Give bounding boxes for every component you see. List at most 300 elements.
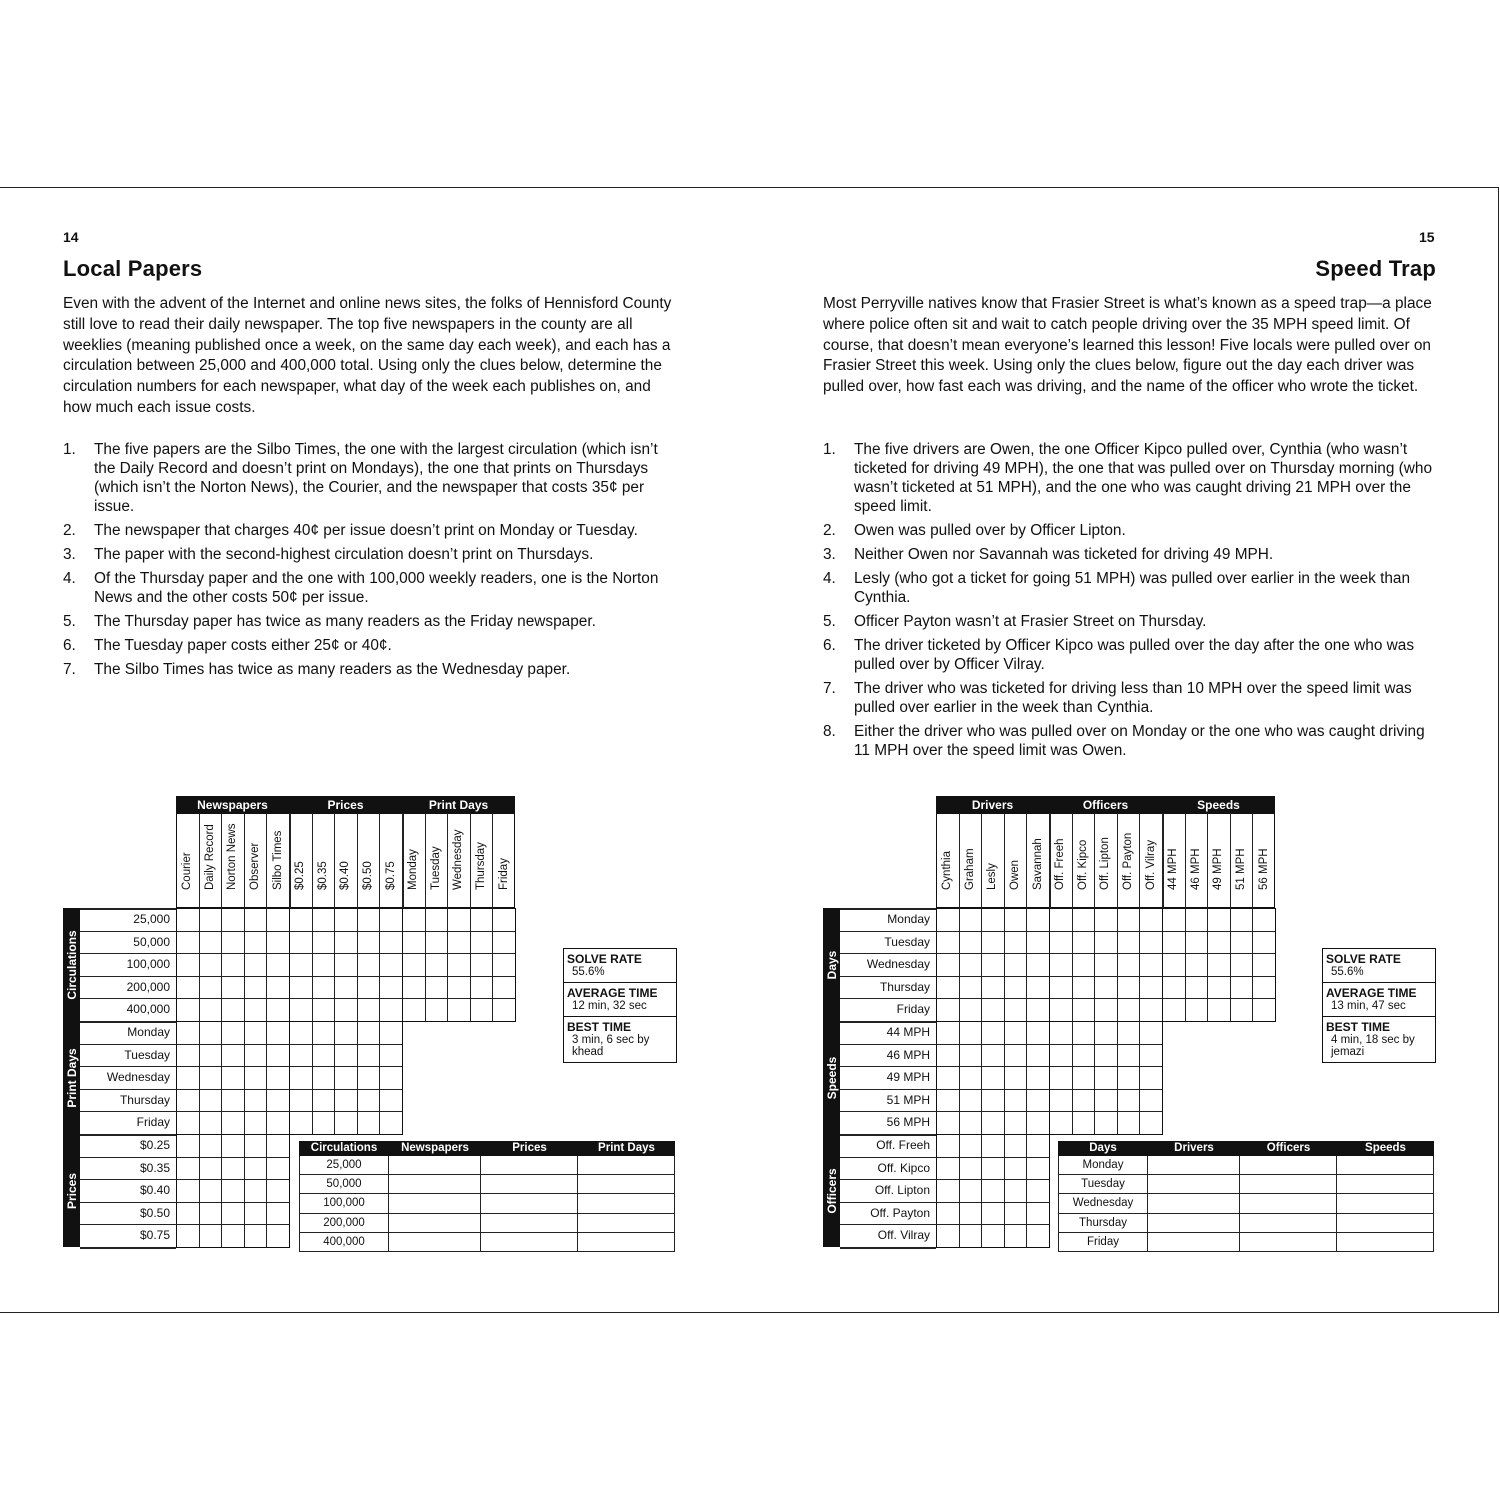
cell-line [1004,1134,1005,1247]
column-group-header: Officers [1049,796,1162,813]
row-divider [840,931,936,932]
cell-line [492,908,493,1021]
cell-line [402,953,515,954]
cell-line [936,1089,1049,1090]
cell-line [1117,908,1118,1021]
column-divider [1094,813,1095,908]
column-divider [1026,813,1027,908]
stat-label: SOLVE RATE [1326,952,1401,966]
answer-cell [1240,1233,1337,1251]
cell-line [1117,1021,1118,1134]
grid-block [936,908,1050,1022]
clue-item [823,612,1435,631]
cell-line [1072,1021,1073,1134]
cell-line [1139,908,1140,1021]
cell-line [176,1202,289,1203]
stat-label: AVERAGE TIME [1326,986,1417,1000]
stat-value: 4 min, 18 sec by jemazi [1331,1034,1415,1058]
cell-line [221,1134,222,1247]
column-label-text: Off. Vilray [1144,839,1157,890]
clue-number: 4. [63,570,76,587]
answer-cell [389,1156,481,1174]
right-intro: Most Perryville natives know that Frasier Street is what’s known as a speed trap—a place where police often sit and wait to catch people driving over the 35 MPH speed limit. Of course, that doesn’t mean everyone’s learned this lesson! Five locals were pulled over on Frasier Street this week. Using only the clues below, figure out the day each driver was pulled over, how fast each was driving, and the name of the officer who wrote the ticket. [823,295,1432,396]
answer-cell [1148,1156,1240,1174]
cell-line [1072,908,1073,1021]
answer-cell [1240,1214,1337,1232]
answer-cell: 400,000 [300,1233,389,1251]
row-divider [840,1111,936,1112]
row-divider [840,1021,936,1023]
row-label: 56 MPH [886,1115,930,1130]
column-divider [379,813,380,908]
row-divider [840,1044,936,1045]
cell-line [176,953,289,954]
row-divider [80,1044,176,1045]
cell-line [221,908,222,1021]
cell-line [244,1021,245,1134]
column-label-text: $0.75 [384,861,397,890]
clue-item [823,679,1435,717]
answer-table-header [299,1141,675,1156]
answer-cell: 25,000 [300,1156,389,1174]
cell-line [1049,1089,1162,1090]
row-divider [80,908,176,910]
clue-number: 5. [63,613,76,630]
column-label-text: Daily Record [203,824,216,890]
row-divider [840,1179,936,1180]
grid-block [289,1021,403,1135]
answer-cell [1240,1175,1337,1193]
clue-item [823,440,1435,516]
answer-header-cell: Prices [512,1142,547,1154]
grid-block [936,1134,1050,1248]
answer-cell [1148,1214,1240,1232]
clue-text: Either the driver who was pulled over on Monday or the one who was caught driving 11 MPH over the speed limit was Owen. [854,723,1425,759]
cell-line [1026,908,1027,1021]
row-label: 400,000 [126,1002,170,1017]
answer-header-cell: Days [1089,1142,1117,1154]
cell-line [1049,931,1162,932]
cell-line [1162,953,1275,954]
cell-line [402,998,515,999]
answer-cell [1148,1175,1240,1193]
row-label: Monday [127,1025,170,1039]
row-divider [80,1247,176,1249]
cell-line [981,1134,982,1247]
answer-cell [389,1214,481,1232]
row-label: Tuesday [124,1047,170,1062]
row-label: 46 MPH [886,1047,930,1062]
column-divider [1230,813,1231,908]
cell-line [1049,998,1162,999]
row-label: $0.35 [139,1160,170,1175]
left-answer-table [299,1141,675,1252]
clue-text: The driver ticketed by Officer Kipco was pulled over the day after the one who was pulled over by Officer Vilray. [854,637,1415,673]
cell-line [199,908,200,1021]
cell-line [289,931,402,932]
cell-line [357,908,358,1021]
answer-table-row [1058,1214,1434,1233]
row-group-label: Prices [64,1172,79,1209]
cell-line [959,1134,960,1247]
grid-block [176,908,290,1022]
clue-item [823,521,1435,540]
cell-line [981,908,982,1021]
column-group-header: Print Days [402,796,515,813]
clue-item [823,636,1435,674]
answer-cell: Wednesday [1059,1194,1148,1212]
cell-line [176,1089,289,1090]
right-page-number: 15 [1419,229,1435,245]
cell-line [936,998,1049,999]
column-label-text: 49 MPH [1212,848,1225,890]
column-group-header: Speeds [1162,796,1275,813]
cell-line [379,1021,380,1134]
answer-cell [578,1175,675,1193]
answer-table-row [299,1156,675,1175]
row-divider [80,1179,176,1180]
cell-line [1049,1044,1162,1045]
row-label: Off. Vilray [877,1228,930,1243]
column-header-frame [176,813,515,908]
column-divider [1252,813,1253,908]
answer-cell [1337,1233,1434,1251]
cell-line [981,1021,982,1134]
answer-cell [389,1233,481,1251]
answer-cell [1337,1214,1434,1232]
grid-block [1162,908,1276,1022]
column-label-text: Savannah [1031,838,1044,890]
column-label-text: Off. Kipco [1076,839,1089,890]
answer-cell [578,1214,675,1232]
grid-block [176,1134,290,1248]
column-label-text: 56 MPH [1257,848,1270,890]
cell-line [244,1134,245,1247]
cell-line [266,1134,267,1247]
stat-label: BEST TIME [1326,1020,1391,1034]
column-divider [981,813,982,908]
cell-line [402,931,515,932]
cell-line [312,908,313,1021]
clue-text: Owen was pulled over by Officer Lipton. [854,522,1126,539]
cell-line [1162,976,1275,977]
row-label: Monday [887,912,930,926]
stat-value: 55.6% [572,966,605,978]
row-divider [840,1134,936,1136]
cell-line [176,998,289,999]
cell-line [176,1224,289,1225]
column-divider [1004,813,1005,908]
row-divider [80,1202,176,1203]
answer-cell [389,1194,481,1212]
row-label: Off. Payton [870,1205,930,1220]
cell-line [289,953,402,954]
row-divider [80,1224,176,1225]
column-label-text: Friday [497,858,510,890]
answer-table-row [299,1194,675,1213]
column-label-text: Wednesday [452,829,465,890]
cell-line [289,1089,402,1090]
column-divider [402,813,404,908]
cell-line [266,1021,267,1134]
answer-header-cell: Newspapers [401,1142,469,1154]
left-intro: Even with the advent of the Internet and online news sites, the folks of Hennisford County still love to read their daily newspaper. The top five newspapers in the county are all weeklies (meaning published once a week, on the same day each week), and each has a circulation between 25,000 and 400,000 total. Using only the clues below, determine the circulation numbers for each newspaper, what day of the week each publishes on, and how much each issue costs. [63,295,672,416]
cell-line [936,1044,1049,1045]
column-divider [312,813,313,908]
clue-item [63,521,675,540]
clue-item [63,612,675,631]
cell-line [470,908,471,1021]
row-divider [840,908,936,910]
cell-line [1049,976,1162,977]
left-page-number: 14 [63,229,79,245]
clue-number: 6. [63,637,76,654]
cell-line [425,908,426,1021]
clue-item [823,569,1435,607]
row-divider [80,1157,176,1158]
column-label-text: Lesly [986,863,999,890]
cell-line [221,1021,222,1134]
answer-table-row [299,1214,675,1233]
cell-line [959,908,960,1021]
cell-line [1004,1021,1005,1134]
column-divider [221,813,222,908]
answer-table-header [1058,1141,1434,1156]
right-puzzle-title: Speed Trap [1315,256,1436,281]
cell-line [1162,931,1275,932]
column-label-text: Graham [963,848,976,890]
cell-line [176,1066,289,1067]
answer-table-row [1058,1194,1434,1213]
cell-line [936,1157,1049,1158]
grid-block [1049,908,1163,1022]
clue-number: 4. [823,570,836,587]
clue-number: 7. [63,661,76,678]
answer-cell [578,1233,675,1251]
answer-cell [481,1194,578,1212]
row-label: Thursday [119,1092,170,1107]
answer-cell [481,1156,578,1174]
stat-label: BEST TIME [567,1020,632,1034]
row-divider [840,998,936,999]
row-label: Friday [136,1115,170,1130]
clue-item [823,722,1435,760]
column-label-text: $0.35 [316,861,329,890]
answer-cell [481,1214,578,1232]
grid-block [402,908,516,1022]
column-divider [1139,813,1140,908]
column-divider [447,813,448,908]
grid-block [1049,1021,1163,1135]
right-stats-box [1322,948,1436,1063]
column-divider [357,813,358,908]
answer-cell: 200,000 [300,1214,389,1232]
answer-table-row [1058,1156,1434,1175]
row-label: Tuesday [884,934,930,949]
clue-item [63,660,675,679]
cell-line [936,1224,1049,1225]
row-divider [840,976,936,977]
right-clues [823,440,1435,765]
clue-text: The Silbo Times has twice as many readers as the Wednesday paper. [94,661,571,678]
cell-line [289,998,402,999]
answer-cell [1148,1233,1240,1251]
answer-cell: Friday [1059,1233,1148,1251]
row-group-header [63,1021,80,1134]
column-divider [244,813,245,908]
clue-text: Of the Thursday paper and the one with 100,000 weekly readers, one is the Norton News and the other costs 50¢ per issue. [94,570,659,606]
answer-header-cell: Speeds [1365,1142,1406,1154]
cell-line [936,1179,1049,1180]
column-label-text: Courier [181,852,194,890]
stat-value: 3 min, 6 sec by khead [572,1034,650,1058]
column-label-text: Monday [407,849,420,890]
row-divider [840,1089,936,1090]
answer-header-cell: Circulations [310,1142,378,1154]
column-group-header: Newspapers [176,796,289,813]
left-stats-box [563,948,677,1063]
cell-line [1185,908,1186,1021]
stat-item [564,1017,676,1062]
answer-cell [1337,1156,1434,1174]
column-divider [1049,813,1051,908]
column-divider [199,813,200,908]
cell-line [176,1111,289,1112]
column-header-frame [936,813,1275,908]
clue-text: The five papers are the Silbo Times, the one with the largest circulation (which isn’t the Daily Record and doesn’t print on Mondays), the one that prints on Thursdays (which isn’t the Norton News), the Courier, and the newspaper that costs 35¢ per issue. [94,441,658,515]
cell-line [936,976,1049,977]
row-label: 200,000 [126,979,170,994]
row-label: Wednesday [866,957,930,972]
row-divider [80,1111,176,1112]
cell-line [379,908,380,1021]
column-label-text: Tuesday [429,846,442,890]
column-divider [470,813,471,908]
row-divider [840,1224,936,1225]
clue-text: Lesly (who got a ticket for going 51 MPH) was pulled over earlier in the week than Cynthia. [854,570,1411,606]
row-label: Off. Lipton [874,1183,930,1198]
row-group-header [63,908,80,1021]
column-divider [1072,813,1073,908]
clue-number: 2. [823,522,836,539]
column-label-text: Cynthia [941,851,954,890]
clue-item [63,545,675,564]
answer-table-row [299,1175,675,1194]
row-divider [840,1157,936,1158]
answer-cell [578,1156,675,1174]
cell-line [1252,908,1253,1021]
left-puzzle-title: Local Papers [63,256,203,281]
left-clues [63,440,675,684]
row-group-label: Circulations [64,929,79,1000]
column-label-text: Off. Payton [1122,832,1135,890]
right-answer-table [1058,1141,1434,1252]
column-divider [1207,813,1208,908]
cell-line [936,1111,1049,1112]
answer-cell [1240,1156,1337,1174]
clue-text: The driver who was ticketed for driving less than 10 MPH over the speed limit was pulled over earlier in the week than Cynthia. [854,680,1412,716]
cell-line [1230,908,1231,1021]
answer-cell [1148,1194,1240,1212]
cell-line [289,1044,402,1045]
stat-value: 13 min, 47 sec [1331,1000,1406,1012]
cell-line [176,931,289,932]
clue-text: The Tuesday paper costs either 25¢ or 40¢. [94,637,392,654]
clue-text: The paper with the second-highest circulation doesn’t print on Thursdays. [94,546,594,563]
clue-text: The Thursday paper has twice as many readers as the Friday newspaper. [94,613,596,630]
cell-line [244,908,245,1021]
row-label: 100,000 [126,957,170,972]
column-label-text: Off. Lipton [1099,837,1112,890]
row-label: 49 MPH [886,1070,930,1085]
clue-item [63,569,675,607]
column-label-text: $0.40 [339,861,352,890]
stat-label: SOLVE RATE [567,952,642,966]
row-divider [80,931,176,932]
answer-cell: Tuesday [1059,1175,1148,1193]
answer-table-row [1058,1175,1434,1194]
answer-cell [481,1233,578,1251]
answer-table-row [299,1233,675,1252]
column-divider [492,813,493,908]
stat-item [564,949,676,983]
cell-line [266,908,267,1021]
clue-number: 1. [823,441,836,458]
row-divider [840,1066,936,1067]
stat-item [1323,983,1435,1017]
grid-block [289,908,403,1022]
answer-cell [389,1175,481,1193]
row-label: $0.25 [139,1138,170,1152]
answer-cell: 50,000 [300,1175,389,1193]
row-label: Off. Kipco [877,1160,930,1175]
cell-line [1162,998,1275,999]
stat-value: 12 min, 32 sec [572,1000,647,1012]
answer-cell: Thursday [1059,1214,1148,1232]
row-divider [80,1021,176,1023]
stat-label: AVERAGE TIME [567,986,658,1000]
clue-number: 7. [823,680,836,697]
cell-line [176,976,289,977]
row-label: Wednesday [106,1070,170,1085]
row-label: 25,000 [133,912,170,926]
cell-line [199,1021,200,1134]
clue-item [63,440,675,516]
cell-line [312,1021,313,1134]
column-label-text: Owen [1009,859,1022,890]
column-group-header: Drivers [936,796,1049,813]
row-label: Friday [896,1002,930,1017]
cell-line [334,1021,335,1134]
row-divider [80,1134,176,1136]
cell-line [357,1021,358,1134]
cell-line [1026,1134,1027,1247]
row-group-header [63,1134,80,1247]
cell-line [1004,908,1005,1021]
clue-number: 6. [823,637,836,654]
answer-header-cell: Drivers [1174,1142,1214,1154]
answer-cell [481,1175,578,1193]
row-group-label: Officers [824,1167,839,1214]
column-label-text: 46 MPH [1189,848,1202,890]
cell-line [176,1044,289,1045]
cell-line [1094,908,1095,1021]
cell-line [1026,1021,1027,1134]
clue-number: 8. [823,723,836,740]
clue-item [823,545,1435,564]
clue-text: Neither Owen nor Savannah was ticketed for driving 49 MPH. [854,546,1274,563]
clue-number: 3. [823,546,836,563]
